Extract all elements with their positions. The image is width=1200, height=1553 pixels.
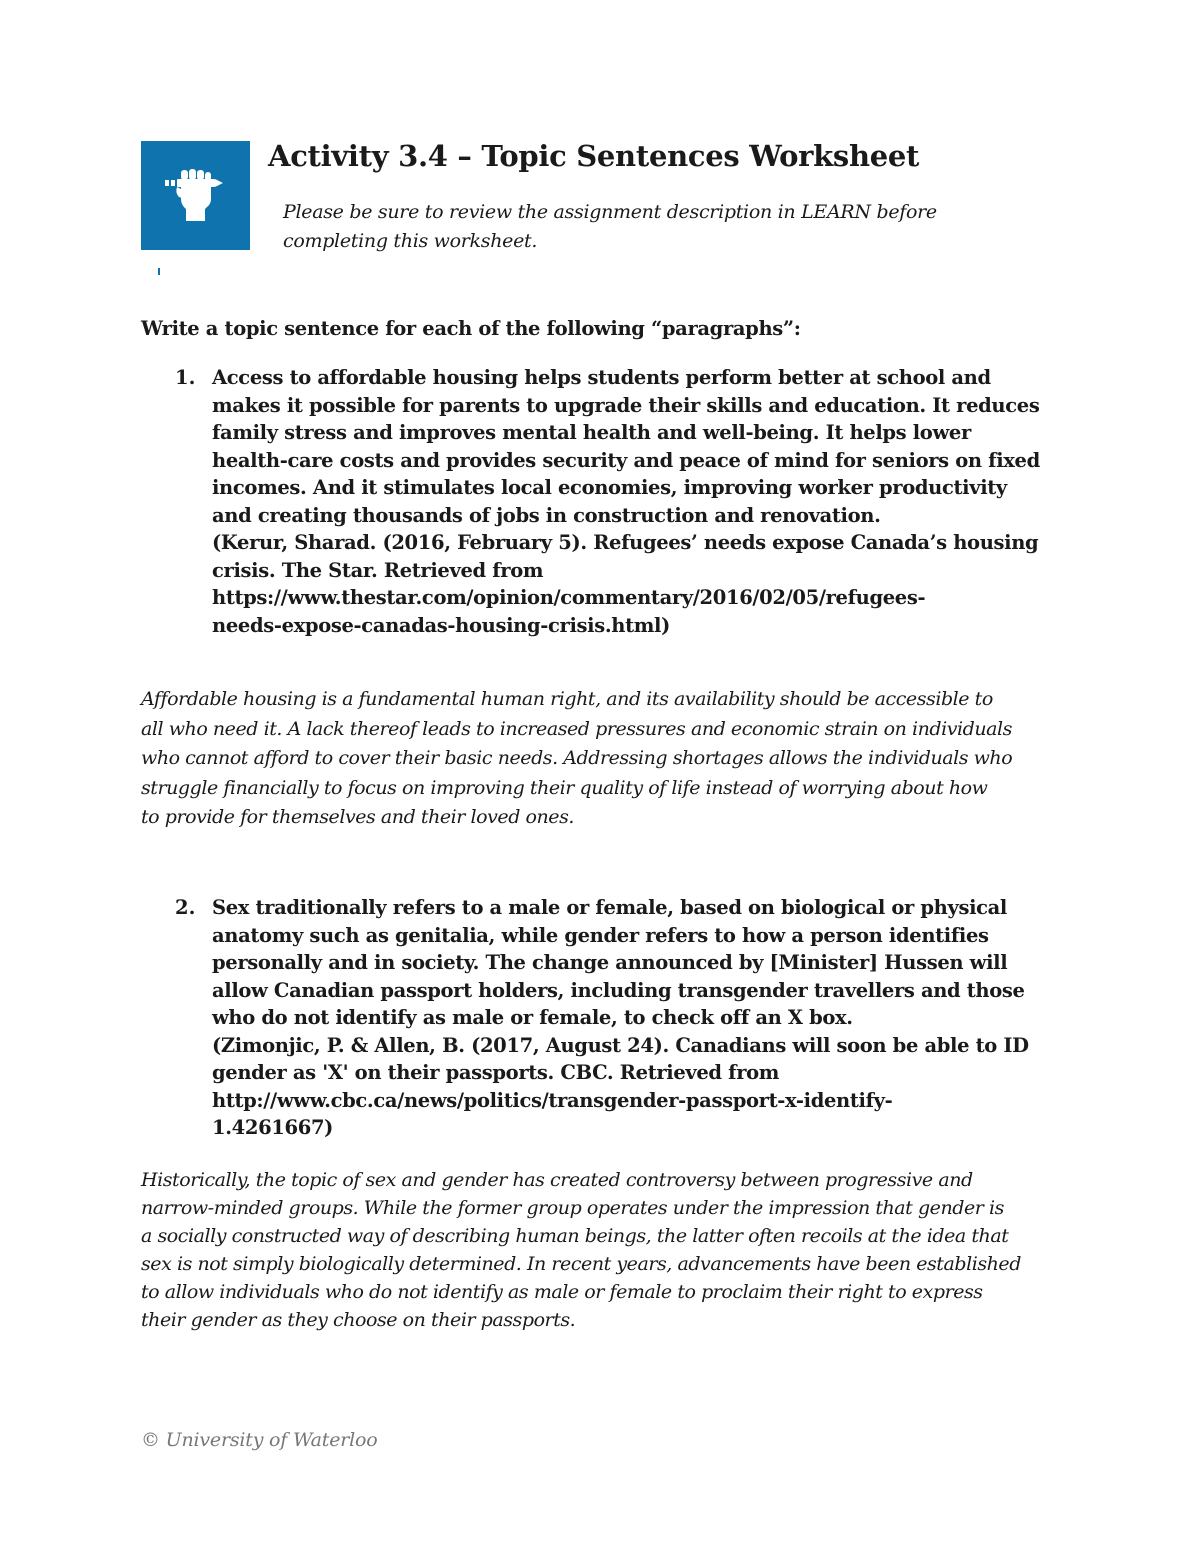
topic-sentence-answer: Affordable housing is a fundamental human right, and its availability should be accessible to all who need it. A lack thereof leads to increased pressures and economic strain on individuals who cannot afford to cover their basic needs. Addressing shortages allows the individuals who struggle financially to focus on improving their quality of life instead of worrying about how to provide for themselves and their loved ones. xyxy=(141,688,1013,828)
activity-logo xyxy=(141,141,250,250)
fist-pen-icon xyxy=(141,141,250,250)
worksheet-title: Activity 3.4 – Topic Sentences Worksheet xyxy=(268,139,920,173)
copyright-footer: © University of Waterloo xyxy=(141,1429,378,1451)
item-number: 1. xyxy=(175,366,196,389)
topic-sentence-answer: Historically, the topic of sex and gender has created controversy between progressive and narrow-minded groups. While the former group operates under the impression that gender is a socially constructed way of describing human beings, the latter often recoils at the idea that sex is not simply biologically determined. In recent years, advancements have been established to allow individuals who do not identify as male or female to proclaim their right to express their gender as they choose on their passports. xyxy=(141,1169,1021,1331)
assignment-note: Please be sure to review the assignment description in LEARN before completing this worksheet. xyxy=(283,201,937,252)
paragraph-text: Sex traditionally refers to a male or female, based on biological or physical anatomy such as genitalia, while gender refers to how a person identifies personally and in society. The change announced by [Minister] Hussen will allow Canadian passport holders, including transgender travellers and those who do not identify as male or female, to check off an X box. (Zimonjic, P. & Allen, B. (2017, August 24). Canadians will soon be able to ID gender as 'X' on their passports. CBC. Retrieved from http://www.cbc.ca/news/politics/transgender-passport-x-identify- 1.4261667) xyxy=(212,896,1029,1139)
paragraph-item xyxy=(141,364,1071,639)
logo-tick-mark xyxy=(158,268,160,275)
item-number: 2. xyxy=(175,896,196,919)
paragraph-text: Access to affordable housing helps students perform better at school and makes it possible for parents to upgrade their skills and education. It reduces family stress and improves mental health and well-being. It helps lower health-care costs and provides security and peace of mind for seniors on fixed incomes. And it stimulates local economies, improving worker productivity and creating thousands of jobs in construction and renovation. (Kerur, Sharad. (2016, February 5). Refugees’ needs expose Canada’s housing crisis. The Star. Retrieved from https://www.thestar.com/opinion/commentary/2016/02/05/refugees- needs-expose-canadas-housing-crisis.html) xyxy=(212,366,1040,637)
instruction-text: Write a topic sentence for each of the following “paragraphs”: xyxy=(141,317,801,340)
paragraph-item xyxy=(141,894,1071,1142)
